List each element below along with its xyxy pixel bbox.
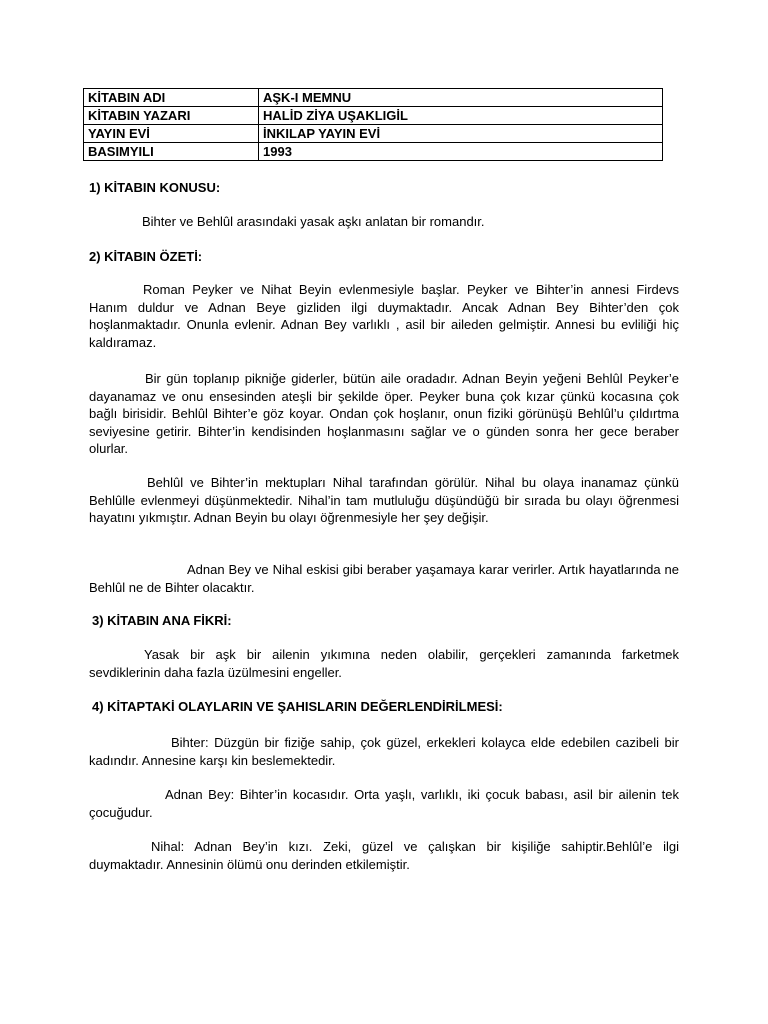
evaluation-adnan-bey [89, 786, 679, 821]
book-title-value: AŞK-I MEMNU [259, 89, 663, 107]
subject-text: Bihter ve Behlûl arasındaki yasak aşkı anlatan bir romandır. [142, 214, 485, 229]
summary-heading: 2) KİTABIN ÖZETİ: [89, 249, 203, 264]
main-idea-paragraph [89, 646, 679, 681]
publication-year-label: BASIMYILI [84, 143, 259, 161]
publisher-label: YAYIN EVİ [84, 125, 259, 143]
book-title-row [84, 89, 663, 107]
evaluation-bihter-text: Bihter: Düzgün bir fiziğe sahip, çok güzel, erkekleri kolayca elde edebilen cazibeli bir kadındır. Annesine karşı kin beslemektedir. [89, 735, 679, 768]
summary-paragraph-1-text: Roman Peyker ve Nihat Beyin evlenmesiyle başlar. Peyker ve Bihter’in annesi Firdevs Hanım duldur ve Adnan Beye gizliden ilgi duymaktadır. Ancak Adnan Bey Bihter’den çok hoşlanmaktadır. Onunla evlenir. Adnan Bey varlıklı , asil bir aileden gelmiştir. Annesi bu evliliği hiç kaldıramaz. [89, 282, 679, 350]
evaluation-nihal-text: Nihal: Adnan Bey’in kızı. Zeki, güzel ve çalışkan bir kişiliğe sahiptir.Behlûl’e ilgi duymaktadır. Annesinin ölümü onu derinden etkilemiştir. [89, 839, 679, 872]
book-title-label: KİTABIN ADI [84, 89, 259, 107]
main-idea-text: Yasak bir aşk bir ailenin yıkımına neden olabilir, gerçekleri zamanında farketmek sevdiklerinin daha fazla üzülmesini engeller. [89, 647, 679, 680]
evaluation-nihal [89, 838, 679, 873]
summary-paragraph-4 [89, 561, 679, 596]
summary-paragraph-1 [89, 281, 679, 351]
book-author-label: KİTABIN YAZARI [84, 107, 259, 125]
publication-year-row [84, 143, 663, 161]
publisher-row [84, 125, 663, 143]
summary-paragraph-2 [89, 370, 679, 458]
summary-paragraph-2-text: Bir gün toplanıp pikniğe giderler, bütün aile oradadır. Adnan Beyin yeğeni Behlûl Peyker’e dayanamaz ve onu ensesinden ateşli bir şekilde öper. Peyker buna çok kızar çünkü kocasına çok bağlı birisidir. Behlûl Bihter’e göz koyar. Ondan çok hoşlanır, onun fiziki görünüşü Behlûl’u çıldırtma seviyesine getirir. Bihter’in kendisinden hoşlanmasını sağlar ve o günden sonra her gece beraber olurlar. [89, 371, 679, 456]
main-idea-heading: 3) KİTABIN ANA FİKRİ: [92, 613, 232, 628]
publication-year-value: 1993 [259, 143, 663, 161]
publisher-value: İNKILAP YAYIN EVİ [259, 125, 663, 143]
evaluation-heading: 4) KİTAPTAKİ OLAYLARIN VE ŞAHISLARIN DEĞERLENDİRİLMESİ: [92, 699, 503, 714]
summary-paragraph-3 [89, 474, 679, 527]
summary-paragraph-4-text: Adnan Bey ve Nihal eskisi gibi beraber yaşamaya karar verirler. Artık hayatlarında ne Behlûl ne de Bihter olacaktır. [89, 562, 679, 595]
evaluation-bihter [89, 734, 679, 769]
subject-heading: 1) KİTABIN KONUSU: [89, 180, 221, 195]
book-info-table [83, 88, 663, 161]
book-author-row [84, 107, 663, 125]
evaluation-adnan-bey-text: Adnan Bey: Bihter’in kocasıdır. Orta yaşlı, varlıklı, iki çocuk babası, asil bir ailenin tek çocuğudur. [89, 787, 679, 820]
book-author-value: HALİD ZİYA UŞAKLIGİL [259, 107, 663, 125]
summary-paragraph-3-text: Behlûl ve Bihter’in mektupları Nihal tarafından görülür. Nihal bu olaya inanamaz çünkü Behlûlle evlenmeyi düşünmektedir. Nihal’in tam mutluluğu düşündüğü bir sırada bu olayı öğrenmesi hayatını yıkmıştır. Adnan Beyin bu olayı öğrenmesiyle her şey değişir. [89, 475, 679, 525]
